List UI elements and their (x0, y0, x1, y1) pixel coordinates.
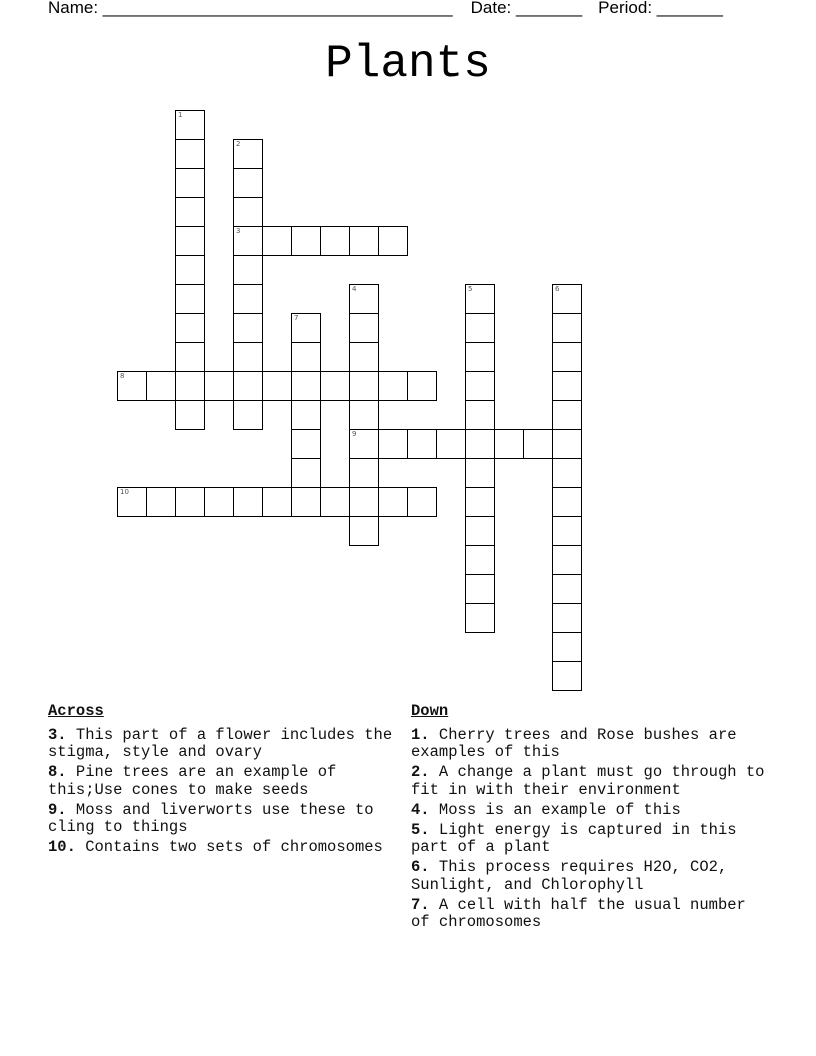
name-field[interactable]: Name: _____________________________________ (48, 0, 453, 17)
crossword-cell[interactable] (552, 632, 582, 662)
across-clue (48, 839, 393, 857)
down-clue (411, 859, 766, 894)
crossword-cell[interactable] (233, 226, 263, 256)
crossword-cell[interactable] (349, 487, 379, 517)
crossword-cell[interactable] (465, 429, 495, 459)
clue-num: 2. (411, 763, 430, 781)
clue-number: 7 (294, 314, 299, 322)
crossword-cell[interactable] (465, 400, 495, 430)
crossword-cell[interactable] (494, 429, 524, 459)
clue-text: This process requires H2O, CO2, Sunlight, and Chlorophyll (411, 858, 728, 894)
clue-number: 5 (468, 285, 473, 293)
crossword-cell[interactable] (233, 342, 263, 372)
crossword-cell[interactable] (320, 487, 350, 517)
crossword-cell[interactable] (465, 458, 495, 488)
crossword-cell[interactable] (465, 516, 495, 546)
crossword-cell[interactable] (175, 226, 205, 256)
crossword-cell[interactable] (465, 487, 495, 517)
clue-text: Contains two sets of chromosomes (75, 838, 383, 856)
crossword-cell[interactable] (465, 284, 495, 314)
crossword-cell[interactable] (175, 487, 205, 517)
down-clue-list (411, 727, 766, 932)
crossword-cell[interactable] (233, 313, 263, 343)
crossword-cell[interactable] (233, 255, 263, 285)
clue-text: A change a plant must go through to fit in with their environment (411, 763, 765, 799)
crossword-cell[interactable] (465, 574, 495, 604)
across-clue (48, 802, 393, 837)
crossword-cell[interactable] (552, 284, 582, 314)
crossword-cell[interactable] (349, 342, 379, 372)
crossword-cell[interactable] (552, 545, 582, 575)
crossword-cell[interactable] (175, 197, 205, 227)
down-heading: Down (411, 702, 449, 720)
down-clue (411, 764, 766, 799)
crossword-cell[interactable] (320, 371, 350, 401)
crossword-cell[interactable] (378, 429, 408, 459)
crossword-cell[interactable] (175, 371, 205, 401)
crossword-cell[interactable] (552, 516, 582, 546)
crossword-cell[interactable] (465, 313, 495, 343)
clue-number: 2 (236, 140, 241, 148)
crossword-cell[interactable] (262, 371, 292, 401)
crossword-cell[interactable] (175, 139, 205, 169)
period-field[interactable]: Period: _______ (598, 0, 723, 17)
crossword-cell[interactable] (262, 226, 292, 256)
crossword-cell[interactable] (552, 342, 582, 372)
down-clue (411, 727, 766, 762)
down-clue (411, 822, 766, 857)
crossword-cell[interactable] (204, 371, 234, 401)
clue-number: 3 (236, 227, 241, 235)
clue-text: Cherry trees and Rose bushes are examples of this (411, 725, 737, 761)
crossword-cell[interactable] (233, 371, 263, 401)
crossword-cell[interactable] (233, 487, 263, 517)
clue-text: This part of a flower includes the stigma, style and ovary (48, 725, 393, 761)
clue-num: 1. (411, 725, 430, 744)
across-clue (48, 764, 393, 799)
clue-num: 7. (411, 895, 430, 914)
clue-text: A cell with half the usual number of chromosomes (411, 895, 746, 931)
crossword-cell[interactable] (349, 284, 379, 314)
clue-num: 6. (411, 858, 430, 876)
down-clue (411, 802, 766, 820)
crossword-cell[interactable] (349, 458, 379, 488)
crossword-cell[interactable] (349, 429, 379, 459)
crossword-cell[interactable] (436, 429, 466, 459)
down-clue (411, 897, 766, 932)
crossword-cell[interactable] (523, 429, 553, 459)
crossword-cell[interactable] (349, 516, 379, 546)
crossword-cell[interactable] (291, 487, 321, 517)
across-clues (48, 703, 393, 859)
crossword-cell[interactable] (320, 226, 350, 256)
clue-number: 10 (120, 488, 129, 496)
clue-number: 6 (555, 285, 560, 293)
crossword-cell[interactable] (552, 458, 582, 488)
crossword-cell[interactable] (378, 371, 408, 401)
crossword-cell[interactable] (291, 400, 321, 430)
crossword-cell[interactable] (117, 487, 147, 517)
clue-num: 8. (48, 763, 67, 781)
crossword-cell[interactable] (349, 226, 379, 256)
crossword-cell[interactable] (233, 139, 263, 169)
crossword-cell[interactable] (233, 400, 263, 430)
crossword-cell[interactable] (407, 487, 437, 517)
clue-number: 9 (352, 430, 357, 438)
across-clue-list (48, 727, 393, 857)
clue-number: 8 (120, 372, 125, 380)
clue-text: Pine trees are an example of this;Use cones to make seeds (48, 763, 337, 799)
crossword-cell[interactable] (407, 429, 437, 459)
crossword-cell[interactable] (175, 168, 205, 198)
crossword-cell[interactable] (262, 487, 292, 517)
down-clues (411, 703, 766, 934)
crossword-cell[interactable] (146, 371, 176, 401)
crossword-cell[interactable] (233, 168, 263, 198)
clue-text: Moss is an example of this (429, 800, 681, 819)
crossword-cell[interactable] (291, 342, 321, 372)
crossword-cell[interactable] (378, 487, 408, 517)
crossword-cell[interactable] (552, 400, 582, 430)
crossword-cell[interactable] (552, 603, 582, 633)
crossword-cell[interactable] (233, 284, 263, 314)
clue-num: 10. (48, 838, 76, 856)
crossword-cell[interactable] (349, 400, 379, 430)
crossword-cell[interactable] (233, 197, 263, 227)
crossword-cell[interactable] (175, 255, 205, 285)
puzzle-title: Plants (325, 38, 491, 90)
crossword-cell[interactable] (204, 487, 234, 517)
crossword-cell[interactable] (117, 371, 147, 401)
crossword-cell[interactable] (378, 226, 408, 256)
crossword-cell[interactable] (175, 313, 205, 343)
across-clue (48, 727, 393, 762)
crossword-cell[interactable] (552, 429, 582, 459)
across-heading: Across (48, 702, 104, 720)
crossword-cell[interactable] (552, 574, 582, 604)
crossword-cell[interactable] (291, 226, 321, 256)
date-field[interactable]: Date: _______ (470, 0, 583, 17)
clue-num: 9. (48, 800, 67, 819)
crossword-cell[interactable] (552, 371, 582, 401)
crossword-cell[interactable] (146, 487, 176, 517)
crossword-cell[interactable] (465, 342, 495, 372)
crossword-cell[interactable] (291, 458, 321, 488)
crossword-cell[interactable] (349, 313, 379, 343)
crossword-cell[interactable] (465, 603, 495, 633)
clue-number: 4 (352, 285, 357, 293)
crossword-cell[interactable] (175, 400, 205, 430)
crossword-cell[interactable] (291, 429, 321, 459)
crossword-cell[interactable] (175, 284, 205, 314)
crossword-cell[interactable] (291, 371, 321, 401)
crossword-cell[interactable] (465, 545, 495, 575)
crossword-cell[interactable] (175, 110, 205, 140)
crossword-cell[interactable] (552, 661, 582, 691)
clue-num: 4. (411, 800, 430, 819)
crossword-cell[interactable] (349, 371, 379, 401)
clue-text: Light energy is captured in this part of a plant (411, 820, 737, 856)
clue-num: 3. (48, 725, 67, 744)
crossword-cell[interactable] (291, 313, 321, 343)
clue-text: Moss and liverworts use these to cling to things (48, 800, 374, 836)
crossword-cell[interactable] (407, 371, 437, 401)
crossword-cell[interactable] (552, 487, 582, 517)
crossword-cell[interactable] (175, 342, 205, 372)
crossword-cell[interactable] (552, 313, 582, 343)
crossword-cell[interactable] (465, 371, 495, 401)
clue-num: 5. (411, 820, 430, 839)
clue-number: 1 (178, 111, 183, 119)
